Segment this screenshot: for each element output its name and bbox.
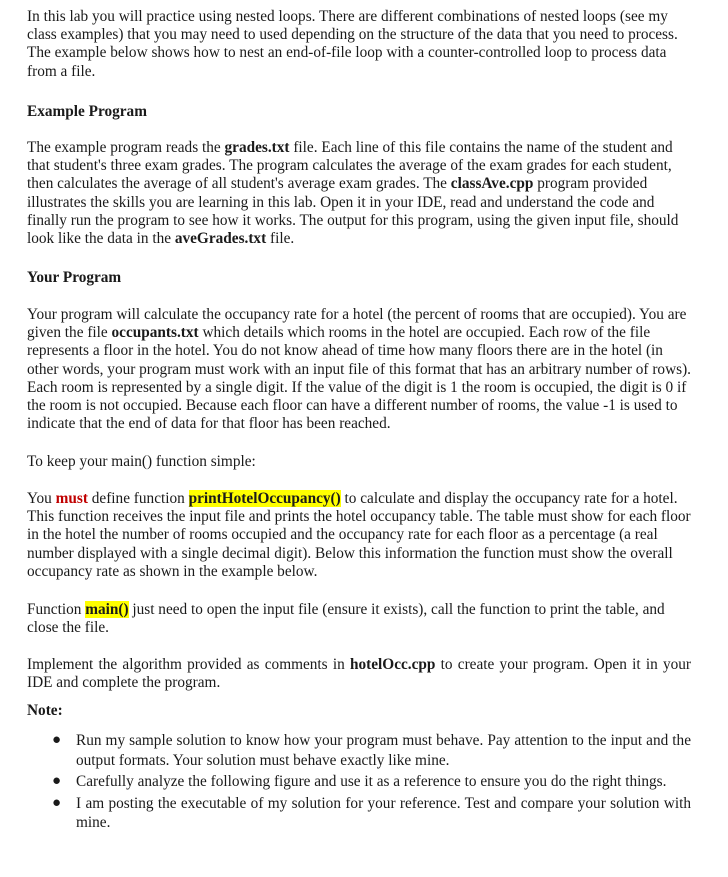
avegrades-file-name: aveGrades.txt (174, 230, 267, 248)
your-program-heading: Your Program (27, 269, 122, 286)
list-item: ● Carefully analyze the following figure and use it as a reference to ensure you do the right things. (52, 773, 667, 791)
must-define-paragraph: You must define function printHotelOccupancy() to calculate and display the occupancy rate for a hotel. This function receives the input file and prints the hotel occupancy table. The table must show for each floor in the hotel the number of rooms occupied and the occupancy rate for each floor as a percentage (a real number displayed with a single decimal digit). Below this information the function must show the overall occupancy rate as shown in the example below. (27, 490, 691, 580)
must-keyword: must (55, 490, 88, 507)
print-hotel-occupancy-highlight: printHotelOccupancy() (188, 490, 341, 507)
list-item: ● Run my sample solution to know how your program must behave. Pay attention to the input and the output formats. Your solution must behave exactly like mine. (52, 732, 691, 769)
example-paragraph: The example program reads the grades.txt file. Each line of this file contains the name of the student and that student's three exam grades. The program calculates the average of the exam grades for each student, then calculates the average of all student's average exam grades. The classAve.cpp program provided illustrates the skills you are learning in this lab. Open it in your IDE, read and understand the code and finally run the program to see how it works. The output for this program, using the given input file, should look like the data in the aveGrades.txt file. (27, 139, 679, 248)
main-function-highlight: main() (85, 601, 129, 618)
bullet-icon: ● (52, 732, 62, 748)
notes-list (27, 731, 691, 835)
grades-file-name: grades.txt (224, 139, 290, 156)
implement-paragraph: Implement the algorithm provided as comments in hotelOcc.cpp to create your program. Open it in your IDE and complete the program. (27, 656, 692, 692)
hotelocc-file-name: hotelOcc.cpp (350, 656, 436, 673)
occupants-file-name: occupants.txt (111, 324, 199, 342)
classave-file-name: classAve.cpp (450, 175, 534, 193)
list-item: ● I am posting the executable of my solution for your reference. Test and compare your solution with mine. (52, 794, 691, 832)
main-function-paragraph: Function main() just need to open the input file (ensure it exists), call the function to print the table, and close the file. (27, 601, 665, 637)
note-heading: Note: (27, 702, 63, 719)
keep-simple-line: To keep your main() function simple: (27, 453, 256, 470)
bullet-icon: ● (52, 773, 62, 790)
your-program-paragraph: Your program will calculate the occupancy rate for a hotel (the percent of rooms that are occupied). You are given the file occupants.txt which details which rooms in the hotel are occupied. Each row of the file represents a floor in the hotel. You do not know ahead of time how many floors there are in the hotel (in other words, your program must work with an input file of this format that has an arbitrary number of rows). Each room is represented by a single digit. If the value of the digit is 1 the room is occupied, the digit is 0 if the room is not occupied. Because each floor can have a different number of rooms, the value -1 is used to indicate that the end of data for that floor has been reached. (27, 306, 691, 433)
intro-paragraph: In this lab you will practice using nested loops. There are different combinations of nested loops (see my class examples) that you may need to used depending on the structure of the data that you need to process. The example below shows how to nest an end-of-file loop with a counter-controlled loop to process data from a file. (27, 8, 678, 80)
bullet-icon: ● (52, 794, 62, 811)
example-program-heading: Example Program (27, 103, 147, 120)
